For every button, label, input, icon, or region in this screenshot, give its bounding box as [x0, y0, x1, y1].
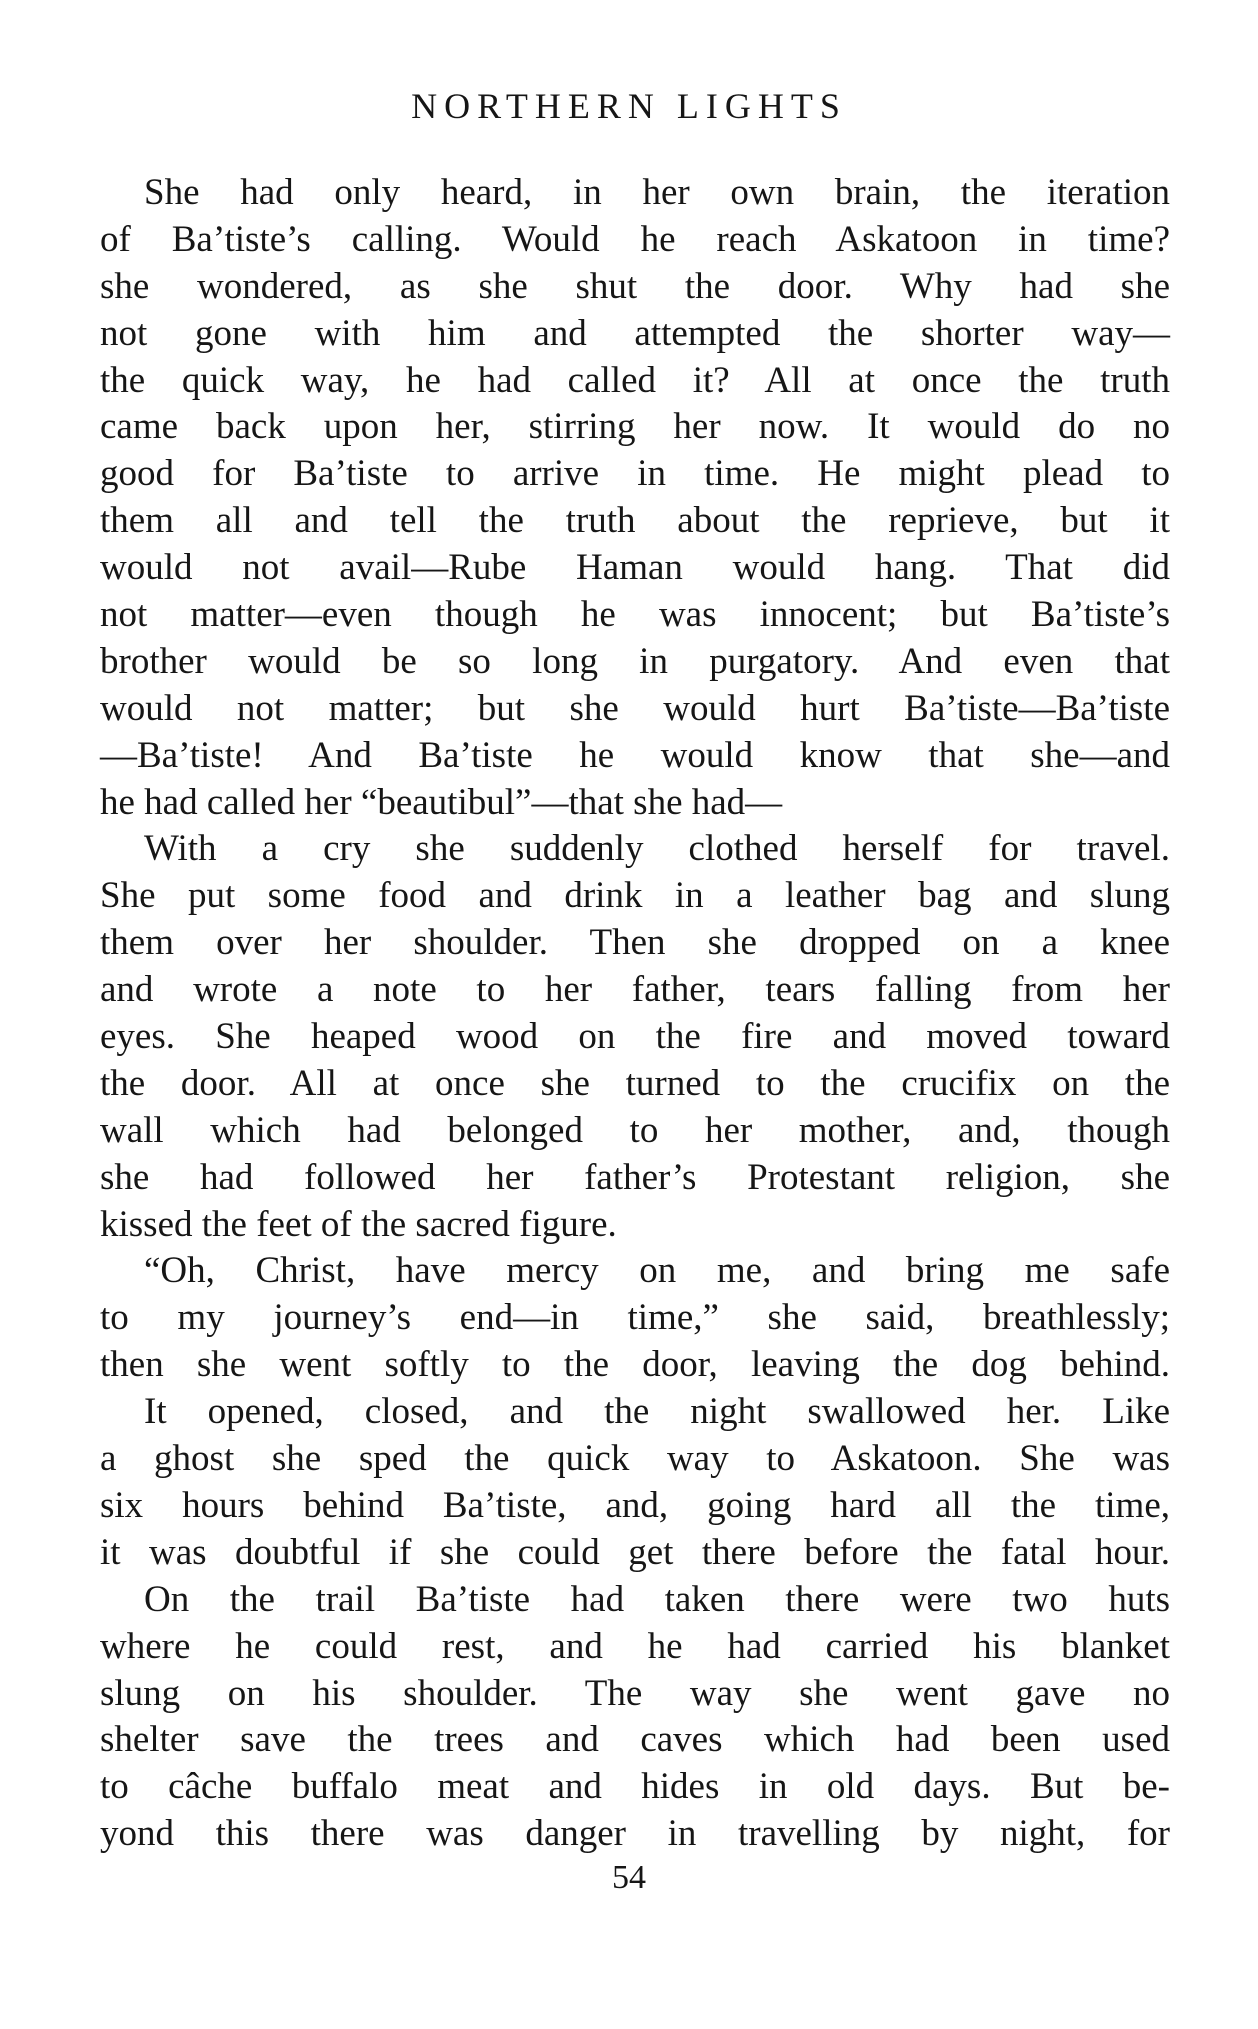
paragraph: [100, 1389, 1170, 1577]
text-line: the quick way, he had called it? All at once the truth: [100, 359, 1170, 401]
text-line: came back upon her, stirring her now. It would do no: [100, 406, 1170, 448]
text-line: shelter save the trees and caves which had been used: [100, 1719, 1170, 1761]
text-line: She had only heard, in her own brain, the iteration: [144, 172, 1170, 213]
text-line: not gone with him and attempted the shorter way—: [100, 312, 1170, 354]
text-line: them over her shoulder. Then she dropped on a knee: [100, 922, 1170, 964]
text-line: the door. All at once she turned to the crucifix on the: [100, 1062, 1170, 1104]
text-line: good for Ba’tiste to arrive in time. He might plead to: [100, 453, 1170, 495]
text-line: of Ba’tiste’s calling. Would he reach Askatoon in time?: [100, 218, 1170, 260]
text-line: she had followed her father’s Protestant religion, she: [100, 1156, 1170, 1198]
text-line: to câche buffalo meat and hides in old days. But be-: [100, 1766, 1170, 1808]
text-line: she wondered, as she shut the door. Why had she: [100, 265, 1170, 307]
text-line: slung on his shoulder. The way she went gave no: [100, 1672, 1170, 1714]
page-number: 54: [612, 1859, 646, 1896]
text-line: not matter—even though he was innocent; but Ba’tiste’s: [100, 594, 1170, 636]
text-line: wall which had belonged to her mother, and, though: [100, 1109, 1170, 1151]
text-line: where he could rest, and he had carried his blanket: [100, 1625, 1170, 1667]
text-line: would not avail—Rube Haman would hang. That did: [100, 547, 1170, 589]
paragraph: [100, 826, 1170, 1248]
text-line: “Oh, Christ, have mercy on me, and bring me safe: [144, 1250, 1170, 1292]
running-head: NORTHERN LIGHTS: [411, 86, 847, 126]
text-line: brother would be so long in purgatory. And even that: [100, 640, 1170, 682]
text-line: to my journey’s end—in time,” she said, breathlessly;: [100, 1297, 1170, 1339]
text-line: then she went softly to the door, leaving the dog behind.: [100, 1344, 1170, 1386]
text-line: a ghost she sped the quick way to Askatoon. She was: [100, 1438, 1170, 1480]
text-line: She put some food and drink in a leather bag and slung: [100, 875, 1170, 917]
text-line: them all and tell the truth about the reprieve, but it: [100, 500, 1170, 542]
text-line: and wrote a note to her father, tears falling from her: [100, 969, 1170, 1011]
text-line: eyes. She heaped wood on the fire and moved toward: [100, 1016, 1170, 1058]
text-line: —Ba’tiste! And Ba’tiste he would know that she—and: [100, 734, 1170, 776]
body-text: [100, 170, 1170, 1858]
text-line: kissed the feet of the sacred figure.: [100, 1203, 617, 1245]
text-line: he had called her “beautibul”—that she had—: [100, 781, 783, 823]
text-line: would not matter; but she would hurt Ba’tiste—Ba’tiste: [100, 687, 1170, 729]
text-line: six hours behind Ba’tiste, and, going hard all the time,: [100, 1484, 1170, 1526]
paragraph: [100, 1577, 1170, 1858]
paragraph: [100, 170, 1170, 826]
text-line: It opened, closed, and the night swallowed her. Like: [144, 1391, 1170, 1433]
text-line: On the trail Ba’tiste had taken there were two huts: [144, 1578, 1170, 1620]
text-line: With a cry she suddenly clothed herself for travel.: [144, 828, 1170, 870]
paragraph: [100, 1248, 1170, 1389]
text-line: it was doubtful if she could get there before the fatal hour.: [100, 1531, 1170, 1573]
text-line: yond this there was danger in travelling by night, for: [100, 1813, 1170, 1855]
